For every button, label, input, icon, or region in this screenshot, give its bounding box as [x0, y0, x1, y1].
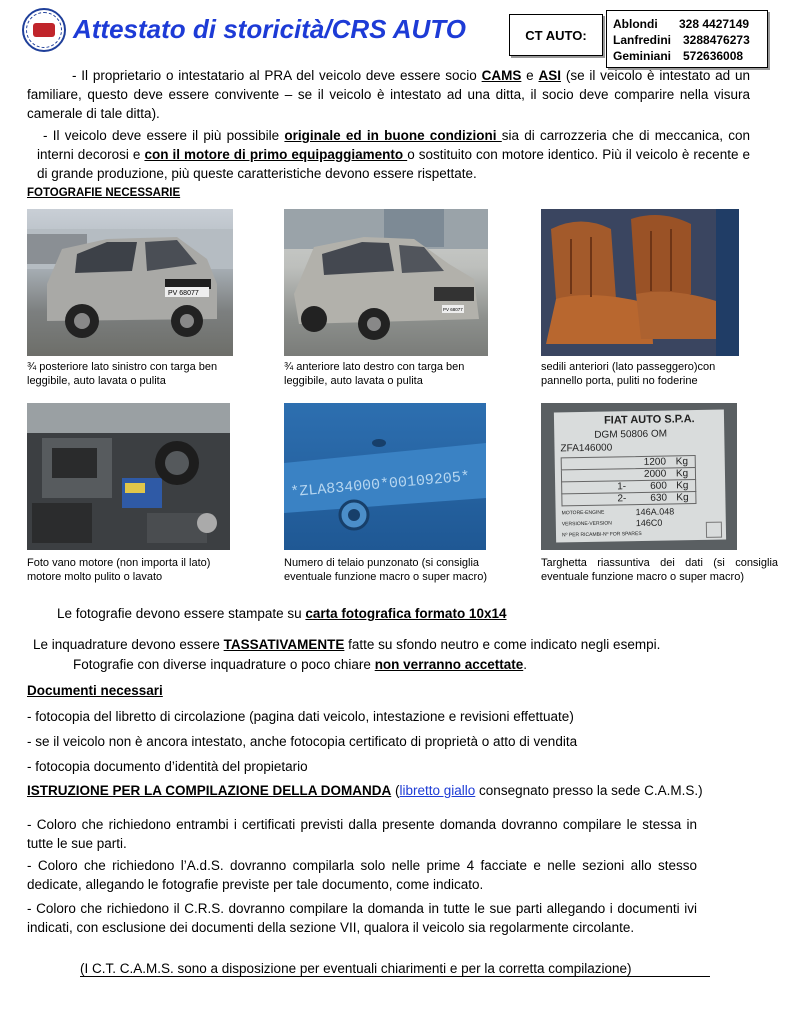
photo-engine-bay — [27, 403, 230, 550]
page-title: Attestato di storicità/CRS AUTO — [73, 14, 466, 44]
engine-illustration — [27, 403, 230, 550]
membership-paragraph: - Il proprietario o intestatario al PRA del veicolo deve essere socio CAMS e ASI (se il veicolo è intestato ad un familiare, questo deve essere convivente – se il veicolo è intestato ad una ditta, il socio deve comparire nella visura camerale di tale ditta). — [27, 68, 751, 121]
plate-engine-label: MOTORE-ENGINE — [561, 509, 605, 517]
contact-name: Ablondi — [613, 17, 658, 31]
caption-front: ¾ anteriore lato destro con targa ben leggibile, auto lavata o pulita — [284, 361, 465, 387]
plate-dgm: DGM 50806 OM — [594, 428, 668, 441]
photo-front-three-quarter — [284, 209, 488, 356]
contact-row — [613, 48, 767, 64]
caption-engine: Foto vano motore (non importa il lato) motore molto pulito o lavato — [27, 557, 211, 583]
print-note: Le fotografie devono essere stampate su carta fotografica formato 10x14 — [57, 606, 507, 621]
condition-term: originale ed in buone condizioni — [284, 128, 502, 143]
document-item: - fotocopia documento d’identità del propietario — [27, 759, 308, 774]
yellow-booklet-term: libretto giallo — [399, 783, 476, 798]
vin-illustration — [284, 403, 486, 550]
plate-version: 146C0 — [635, 517, 663, 529]
photo-data-plate — [541, 403, 737, 550]
contact-phone: 572636008 — [683, 49, 744, 63]
contact-name: Lanfredini — [613, 33, 672, 47]
plate-box — [706, 522, 722, 538]
instruction-item: - Coloro che richiedono entrambi i certificati previsti dalla presente domanda dovranno compilare le stessa in tutte le sue parti. — [27, 817, 697, 851]
cams-term: CAMS — [481, 68, 522, 83]
plate-weights: 1200 Kg 2000 Kg 1- 600 Kg 2- 630 Kg — [561, 455, 697, 506]
document-item: - se il veicolo non è ancora intestato, anche fotocopia certificato di proprietà o atto di vendita — [27, 734, 578, 749]
contact-phone: 328 4427149 — [679, 17, 750, 31]
asi-term: ASI — [538, 68, 562, 83]
document-item: - fotocopia del libretto di circolazione (pagina dati veicolo, intestazione e revisioni effettuate) — [27, 709, 574, 724]
ct-auto-label: CT AUTO: — [509, 14, 603, 56]
condition-paragraph: - Il veicolo deve essere il più possibile originale ed in buone condizioni sia di carrozzeria che di meccanica, con interni decorosi e con il motore di primo equipaggiamento o sostituito con motore identico. Più il veicolo è recente e di grande produzione, più queste caratteristiche devono essere rispettate. — [37, 128, 751, 181]
rejected-term: non verranno accettate — [374, 657, 524, 672]
contact-row — [613, 16, 767, 32]
caption-vin: Numero di telaio punzonato (si consiglia eventuale funzione macro o super macro) — [284, 557, 487, 583]
contact-name: Geminiani — [613, 49, 672, 63]
plate-spares-label: Nº PER RICAMBI-Nº FOR SPARES — [561, 530, 642, 539]
engine-term: con il motore di primo equipaggiamento — [144, 147, 408, 162]
framing-note-2: Fotografie con diverse inquadrature o poco chiare non verranno accettate. — [73, 657, 527, 672]
contacts-box — [606, 10, 768, 68]
vin-text: *ZLA834000*00109205* — [289, 468, 471, 502]
instruction-item: - Coloro che richiedono il C.R.S. dovranno compilare la domanda in tutte le sue parti allegando i documenti ivi indicati, con esclusione dei documenti della sezione VII, qualora il veicolo sia regolarmente circolante. — [27, 901, 697, 935]
plate-chassis: ZFA146000 — [560, 442, 613, 455]
contact-phone: 3288476273 — [683, 33, 750, 47]
logo-car-emblem — [33, 23, 55, 37]
instructions-heading: ISTRUZIONE PER LA COMPILAZIONE DELLA DOMANDA — [27, 783, 392, 798]
plate-text: PV 68077 — [168, 290, 199, 297]
caption-seats: sedili anteriori (lato passeggero)con pannello porta, puliti no foderine — [541, 361, 716, 387]
footer-note: (I C.T. C.A.M.S. sono a disposizione per eventuali chiarimenti e per la corretta compilazione) — [80, 961, 710, 977]
club-logo — [22, 8, 66, 52]
photo-vin-stamp — [284, 403, 486, 550]
instruction-item: - Coloro che richiedono l’A.d.S. dovranno compilarla solo nelle prime 4 facciate e nelle sezioni allo stesso dedicate, allegando le fotografie previste per tale documento, come indicato. — [27, 858, 697, 892]
instructions-heading-line: ISTRUZIONE PER LA COMPILAZIONE DELLA DOMANDA (libretto giallo consegnato presso la sede C.A.M.S.) — [27, 783, 703, 798]
car-rear-illustration — [27, 209, 233, 356]
print-format: carta fotografica formato 10x14 — [305, 606, 507, 621]
plate-text: PV 68077 — [443, 307, 463, 312]
contact-row — [613, 32, 767, 48]
framing-note: Le inquadrature devono essere TASSATIVAMENTE fatte su sfondo neutro e come indicato negli esempi. — [33, 637, 661, 652]
plate-brand: FIAT AUTO S.P.A. — [603, 413, 695, 427]
mandatory-term: TASSATIVAMENTE — [223, 637, 345, 652]
documents-heading: Documenti necessari — [27, 683, 163, 698]
caption-rear: ¾ posteriore lato sinistro con targa ben leggibile, auto lavata o pulita — [27, 361, 218, 387]
data-plate — [554, 410, 726, 543]
seats-illustration — [541, 209, 739, 356]
caption-data-plate: Targhetta riassuntiva dei dati (si consiglia eventuale funzione macro o super macro) — [541, 557, 778, 583]
plate-version-label: VERSIONE-VERSION — [561, 520, 612, 528]
photo-rear-three-quarter — [27, 209, 233, 356]
photos-heading: FOTOGRAFIE NECESSARIE — [27, 187, 181, 199]
plate-engine: 146A.048 — [635, 506, 675, 518]
car-front-illustration — [284, 209, 488, 356]
photo-front-seats — [541, 209, 739, 356]
